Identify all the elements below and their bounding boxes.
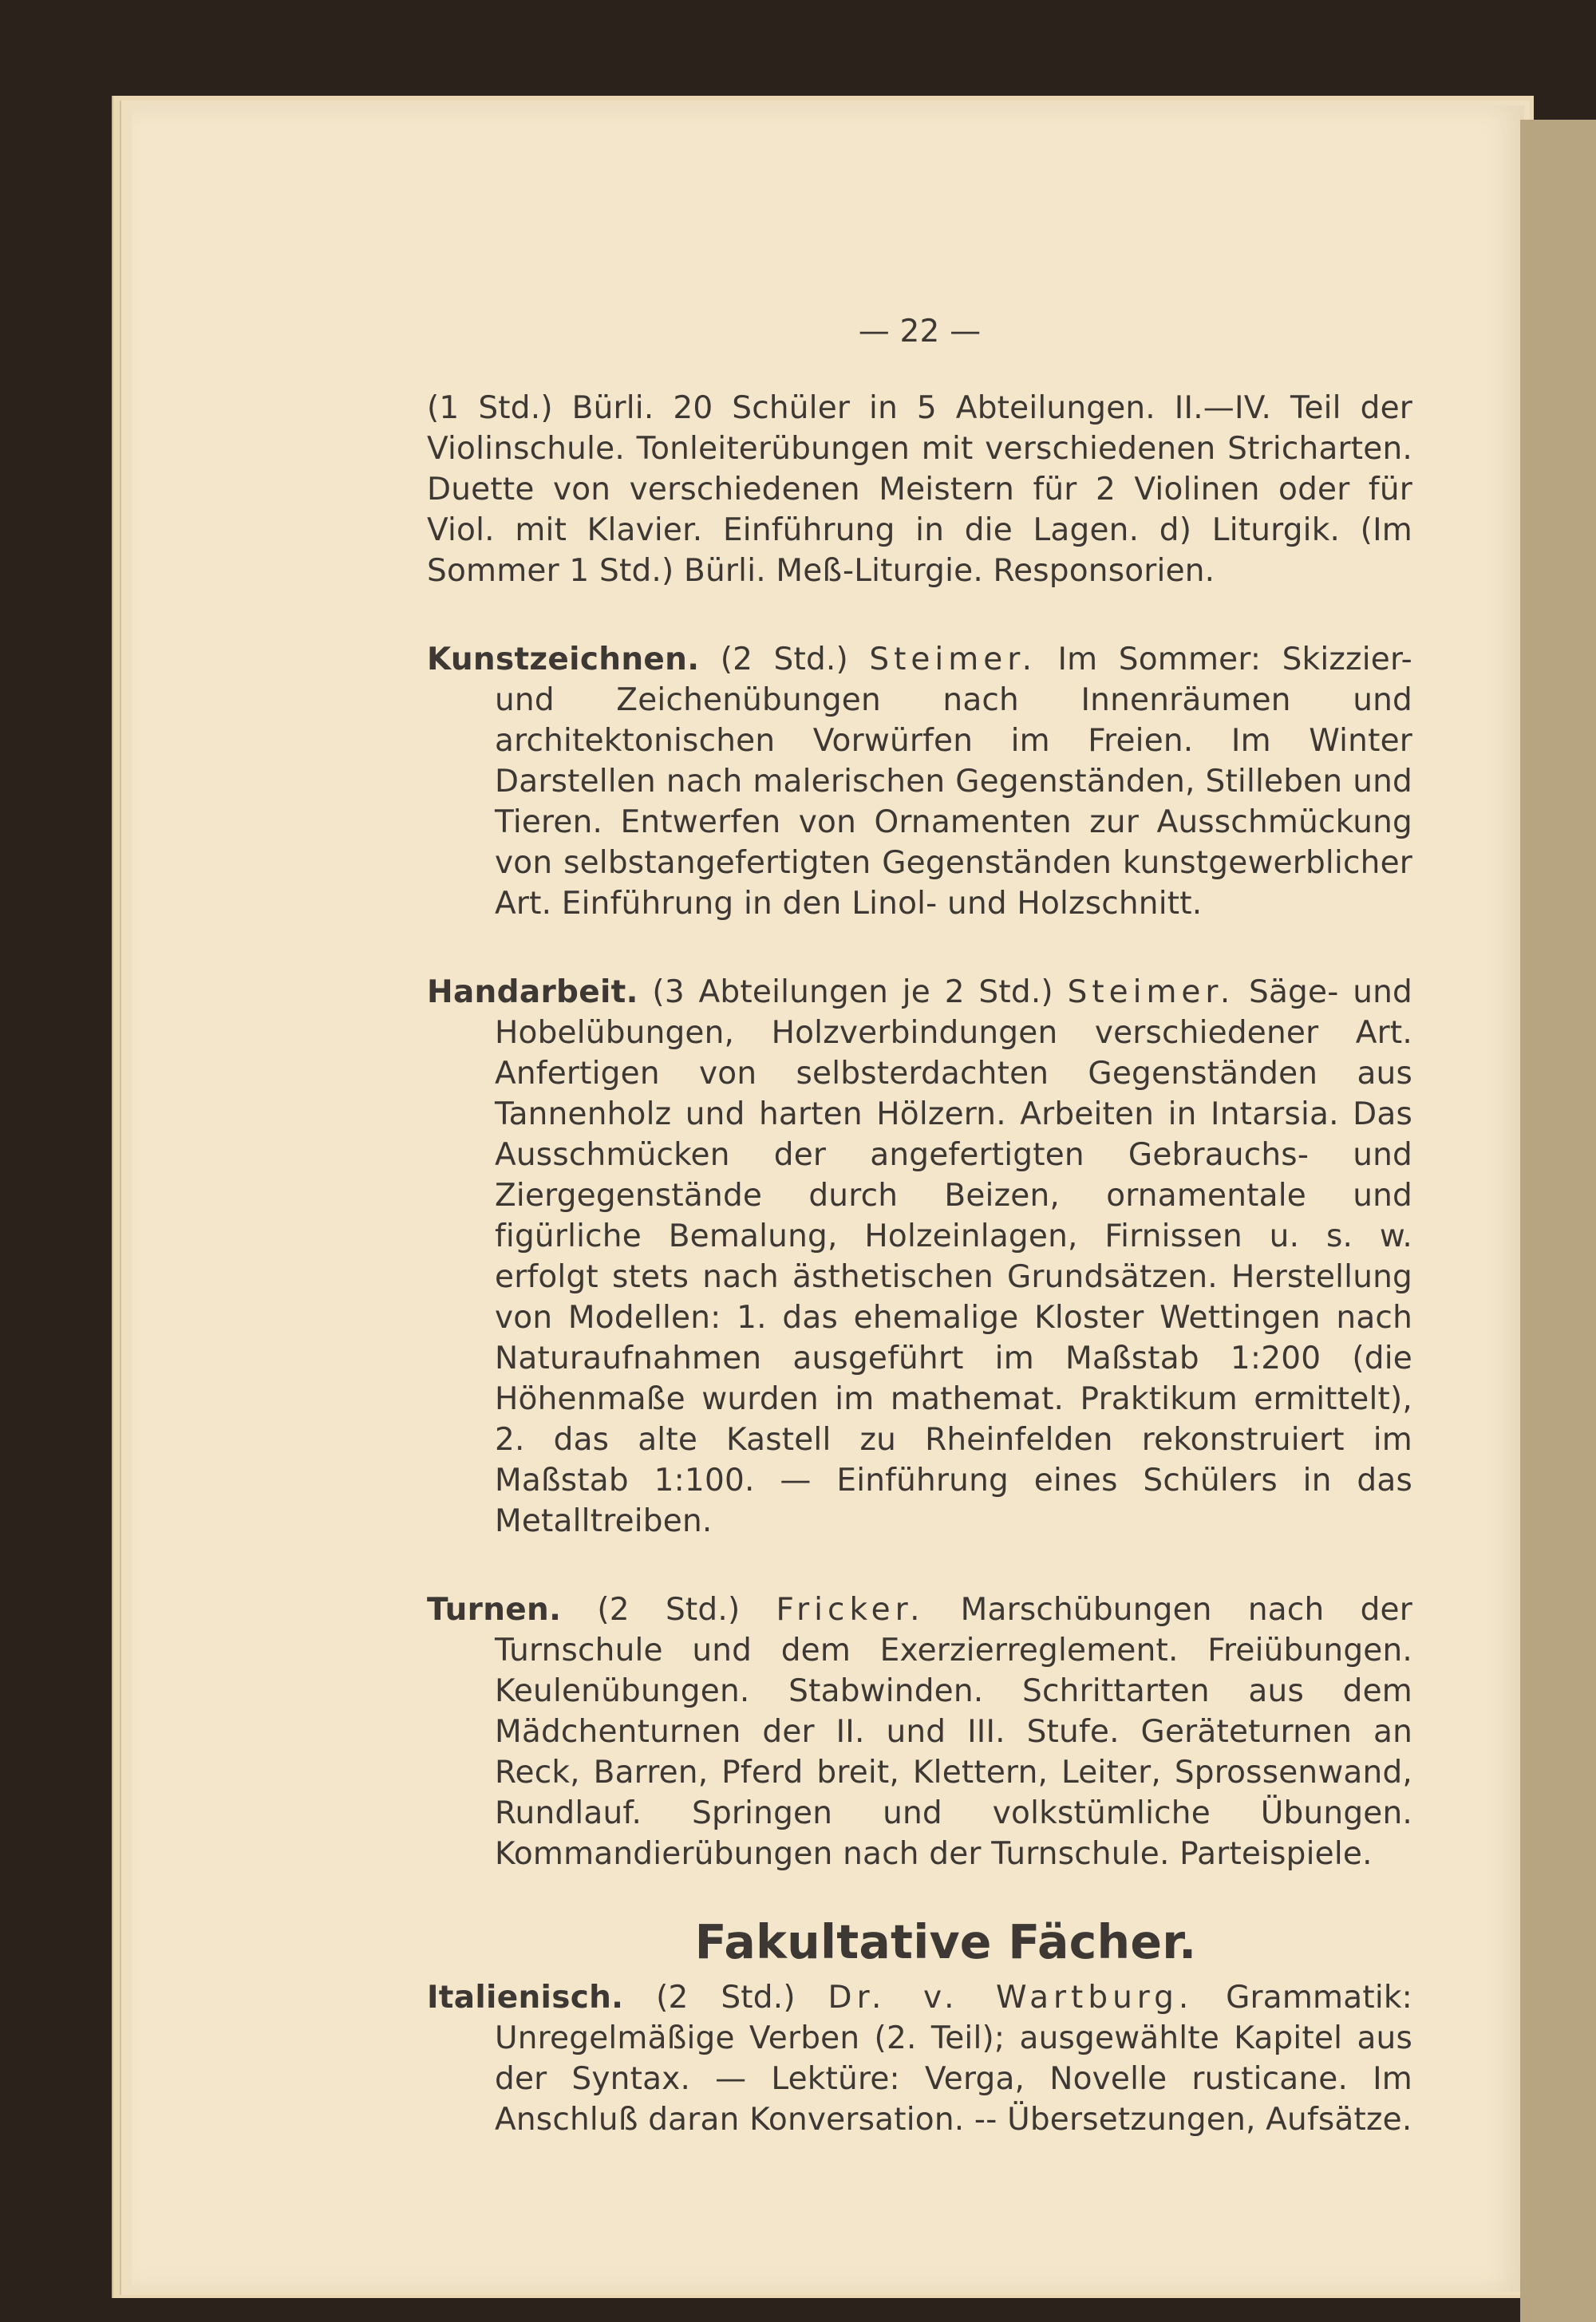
section-teacher: Steimer.: [1067, 974, 1235, 1010]
italienisch-section: [427, 1977, 1412, 2140]
section-title: Italienisch.: [427, 1980, 624, 2016]
section-detail: (2 Std.): [597, 1592, 741, 1628]
page-content: [427, 311, 1412, 2188]
music-continuation-paragraph: (1 Std.) Bürli. 20 Schüler in 5 Abteilungen. II.—IV. Teil der Violinschule. Tonleiterübungen mit verschiedenen Stricharten. Duette von verschiedenen Meistern für 2 Violinen oder für Viol. mit Klavier. Einführung in die Lagen. d) Liturgik. (Im Sommer 1 Std.) Bürli. Meß-Liturgie. Responsorien.: [427, 390, 1412, 589]
section-title: Handarbeit.: [427, 974, 638, 1010]
section-teacher: Steimer.: [869, 642, 1037, 677]
section-description: Grammatik: Unregelmäßige Verben (2. Teil); ausgewählte Kapitel aus der Syntax. — Lektüre: Verga, Novelle rusticane. Im Anschluß daran Konversation. -- Übersetzungen, Aufsätze.: [495, 1980, 1412, 2138]
section-title: Kunstzeichnen.: [427, 642, 700, 677]
handarbeit-section: [427, 972, 1412, 1542]
optional-subjects-heading: Fakultative Fächer.: [694, 1915, 1197, 1969]
section-teacher: Dr. v. Wartburg.: [828, 1980, 1194, 2016]
section-detail: (2 Std.): [656, 1980, 796, 2016]
turnen-section: [427, 1589, 1412, 1874]
section-teacher: Fricker.: [776, 1592, 925, 1628]
page-number: — 22 —: [858, 314, 982, 349]
book-fold: [1520, 120, 1596, 2322]
section-description: Säge- und Hobelübungen, Holzverbindungen verschiedener Art. Anfertigen von selbsterdachten Gegenständen aus Tannenholz und harten Hölzern. Arbeiten in Intarsia. Das Ausschmücken der angefertigten Gebrauchs- und Ziergegenstände durch Beizen, ornamentale und figürliche Bemalung, Holzeinlagen, Firnissen u. s. w. erfolgt stets nach ästhetischen Grundsätzen. Herstellung von Modellen: 1. das ehemalige Kloster Wettingen nach Naturaufnahmen ausgeführt im Maßstab 1:200 (die Höhenmaße wurden im mathemat. Praktikum ermittelt), 2. das alte Kastell zu Rheinfelden rekonstruiert im Maßstab 1:100. — Einführung eines Schülers in das Metalltreiben.: [495, 974, 1412, 1539]
section-detail: (3 Abteilungen je 2 Std.): [652, 974, 1053, 1010]
kunstzeichnen-section: [427, 639, 1412, 924]
section-description: Marschübungen nach der Turnschule und dem Exerzierreglement. Freiübungen. Keulenübungen. Stabwinden. Schrittarten aus dem Mädchenturnen der II. und III. Stufe. Geräteturnen an Reck, Barren, Pferd breit, Klettern, Leiter, Sprossenwand, Rundlauf. Springen und volkstümliche Übungen. Kommandierübungen nach der Turnschule. Parteispiele.: [495, 1592, 1412, 1872]
section-description: Im Sommer: Skizzier- und Zeichenübungen nach Innenräumen und architektonischen Vorwürfen im Freien. Im Winter Darstellen nach malerischen Gegenständen, Stilleben und Tieren. Entwerfen von Ornamenten zur Ausschmückung von selbstangefertigten Gegenständen kunstgewerblicher Art. Einführung in den Linol- und Holzschnitt.: [495, 642, 1412, 922]
section-title: Turnen.: [427, 1592, 562, 1628]
section-detail: (2 Std.): [720, 642, 848, 677]
